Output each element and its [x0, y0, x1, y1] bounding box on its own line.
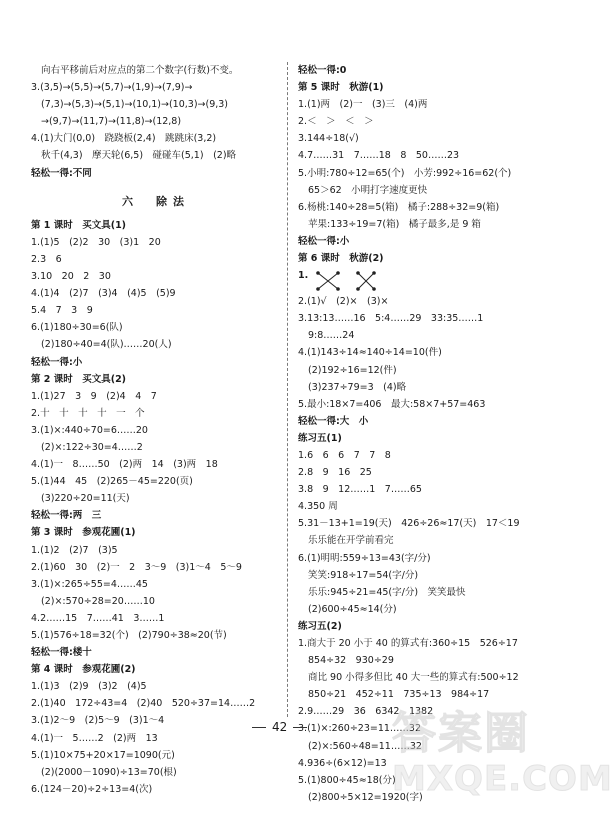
section-title: 第 1 课时 买文具(1) — [31, 219, 127, 231]
answer-line: (2)×:570÷28=20……10 — [41, 595, 155, 607]
answer-line: 乐乐:945÷21=45(字/分) 笑笑最快 — [308, 586, 466, 598]
answer-line: 3.8 9 12……1 7……65 — [298, 484, 422, 496]
answer-line: 1.(1)5 (2)2 30 (3)1 20 — [31, 236, 161, 248]
answer-line: (3)220÷20=11(天) — [41, 493, 130, 505]
answer-line: 5.(1)800÷45≈18(分) — [298, 774, 396, 786]
answer-line: 4.7……31 7……18 8 50……23 — [298, 150, 460, 162]
answer-line: 2.＜ ＞ ＜ ＞ — [298, 116, 374, 128]
section-title: 第 5 课时 秋游(1) — [298, 82, 384, 94]
answer-line: 9:8……24 — [308, 330, 355, 342]
answer-line: 1.(1)27 3 9 (2)4 4 7 — [31, 390, 157, 402]
answer-line: 4.936÷(6×12)=13 — [298, 757, 387, 769]
answer-line: 2.3 6 — [31, 253, 62, 265]
watermark-logo — [392, 708, 613, 804]
answer-line: 3.13:13……16 5:4……29 33:35……1 — [298, 313, 484, 325]
answer-line: (2)600÷45≈14(分) — [308, 603, 397, 615]
section-title: 第 6 课时 秋游(2) — [298, 253, 384, 265]
section-title: 轻松一得:两 三 — [31, 510, 102, 522]
right-column — [298, 62, 613, 806]
answer-line: 3.(1)×:265÷55=4……45 — [31, 578, 148, 590]
answer-line: (2)(2000－1090)÷13=70(根) — [41, 766, 177, 778]
section-title: 轻松一得:0 — [298, 65, 347, 76]
answer-line: 4.(1)143÷14≈140÷14=10(件) — [298, 347, 442, 359]
answer-line: 2.(1)60 30 (2)一 2 3～9 (3)1～4 5～9 — [31, 561, 242, 573]
section-title: 练习五(1) — [298, 432, 342, 444]
answer-line: 3.(1)×:440÷70=6……20 — [31, 424, 148, 436]
answer-line: 6.(124－20)÷2÷13=4(次) — [31, 783, 153, 795]
section-heading: 六 除法 — [122, 194, 190, 208]
answer-line: 3.144÷18(√) — [298, 133, 359, 145]
answer-line: 2.8 9 16 25 — [298, 467, 372, 479]
answer-line: 3.10 20 2 30 — [31, 271, 111, 283]
section-title: 轻松一得:小 — [298, 235, 350, 247]
answer-line: 6.杨桃:140÷28=5(箱) 橘子:288÷32=9(箱) — [298, 201, 500, 213]
answer-line: 笑笑:918÷17=54(字/分) — [308, 569, 419, 581]
section-title: 轻松一得:不同 — [31, 167, 92, 179]
answer-line: 4.(1)4 (2)7 (3)4 (4)5 (5)9 — [31, 288, 176, 300]
answer-line: 3.(1)×:260÷23=11……32 — [298, 723, 421, 735]
answer-line: (7,3)→(5,3)→(5,1)→(10,1)→(10,3)→(9,3) — [41, 99, 229, 111]
section-title: 轻松一得:小 — [31, 356, 83, 368]
answer-line: (2)192÷16=12(件) — [308, 364, 397, 376]
watermark-url: MXQE.COM — [392, 759, 613, 799]
answer-line: 5.(1)44 45 (2)265－45=220(页) — [31, 476, 193, 488]
answer-line: (2)800÷5×12=1920(字) — [308, 791, 423, 803]
answer-line: 6.(1)180÷30=6(队) — [31, 322, 123, 334]
answer-line: 6.(1)明明:559÷13=43(字/分) — [298, 552, 431, 564]
answer-line: 2.十 十 十 十 一 个 — [31, 407, 145, 419]
answer-line: (2)180÷40=4(队)……20(人) — [41, 339, 172, 351]
item-number: 1. — [298, 270, 309, 282]
matching-diagram — [298, 267, 560, 293]
answer-line: 5.(1)10×75+20×17=1090(元) — [31, 749, 175, 761]
answer-line: 5.最小:18×7=406 最大:58×7+57=463 — [298, 398, 486, 410]
answer-line: 2.9……29 36 6342 1382 — [298, 706, 434, 718]
page-number: 42 — [246, 719, 313, 736]
answer-line: 850÷21 452÷11 735÷13 984÷17 — [308, 689, 490, 701]
answer-line: 1.(1)3 (2)9 (3)2 (4)5 — [31, 681, 147, 693]
watermark-chinese: 答案圈 — [392, 708, 530, 759]
answer-line: →(9,7)→(11,7)→(11,8)→(12,8) — [41, 116, 182, 128]
answer-line: 854÷32 930÷29 — [308, 655, 394, 667]
answer-line: 65＞62 小明打字速度更快 — [308, 184, 428, 196]
answer-line: 2.(1)40 172÷43=4 (2)40 520÷37=14……2 — [31, 698, 256, 710]
answer-line: 4.(1)大门(0,0) 跷跷板(2,4) 跳跳床(3,2) — [31, 133, 217, 145]
answer-line: 5.(1)576÷18=32(个) (2)790÷38≈20(节) — [31, 630, 227, 641]
answer-line: 4.350 周 — [298, 501, 338, 513]
answer-line: (3)237÷79=3 (4)略 — [308, 381, 407, 393]
column-divider — [287, 62, 288, 717]
answer-line: 商比 90 小得多但比 40 大一些的算式有:500÷12 — [308, 672, 519, 684]
answer-line: 秋千(4,3) 摩天轮(6,5) 碰碰车(5,1) (2)略 — [41, 150, 237, 162]
section-title: 轻松一得:楼十 — [31, 647, 92, 659]
section-title: 第 2 课时 买文具(2) — [31, 373, 127, 385]
answer-line: 4.2……15 7……41 3……1 — [31, 612, 165, 624]
answer-line: 3.(1)2～9 (2)5～9 (3)1～4 — [31, 715, 165, 727]
answer-line: 2.(1)√ (2)× (3)× — [298, 296, 389, 308]
section-title: 第 3 课时 参观花圃(1) — [31, 527, 136, 539]
answer-line: 5.31－13+1=19(天) 426÷26≈17(天) 17＜19 — [298, 518, 520, 530]
answer-line: (2)×:122÷30=4……2 — [41, 441, 143, 453]
answer-line: 5.小明:780÷12=65(个) 小芳:992÷16=62(个) — [298, 167, 512, 179]
answer-line: 1.(1)2 (2)7 (3)5 — [31, 544, 118, 556]
answer-line: 1.6 6 6 7 7 8 — [298, 449, 391, 461]
answer-line: 5.4 7 3 9 — [31, 305, 93, 317]
answer-line: 1.商大于 20 小于 40 的算式有:360÷15 526÷17 — [298, 638, 518, 649]
answer-line: 4.(1)一 5……2 (2)两 13 — [31, 732, 158, 744]
answer-line: 4.(1)一 8……50 (2)两 14 (3)两 18 — [31, 459, 218, 471]
answer-line: 1.(1)两 (2)一 (3)三 (4)两 — [298, 99, 428, 111]
section-title: 练习五(2) — [298, 620, 342, 632]
answer-line: 向右平移前后对应点的第二个数字(行数)不变。 — [41, 65, 239, 76]
answer-line: (2)×:560÷48=11……32 — [308, 740, 422, 752]
section-title: 第 4 课时 参观花圃(2) — [31, 664, 136, 676]
matching-lines-icon — [312, 270, 382, 292]
answer-line: 3.(3,5)→(5,5)→(5,7)→(1,9)→(7,9)→ — [31, 82, 193, 94]
section-title: 轻松一得:大 小 — [298, 415, 369, 427]
left-column — [31, 62, 281, 798]
answer-line: 苹果:133÷19=7(箱) 橘子最多,是 9 箱 — [308, 218, 481, 230]
answer-line: 乐乐能在开学前看完 — [308, 535, 394, 547]
